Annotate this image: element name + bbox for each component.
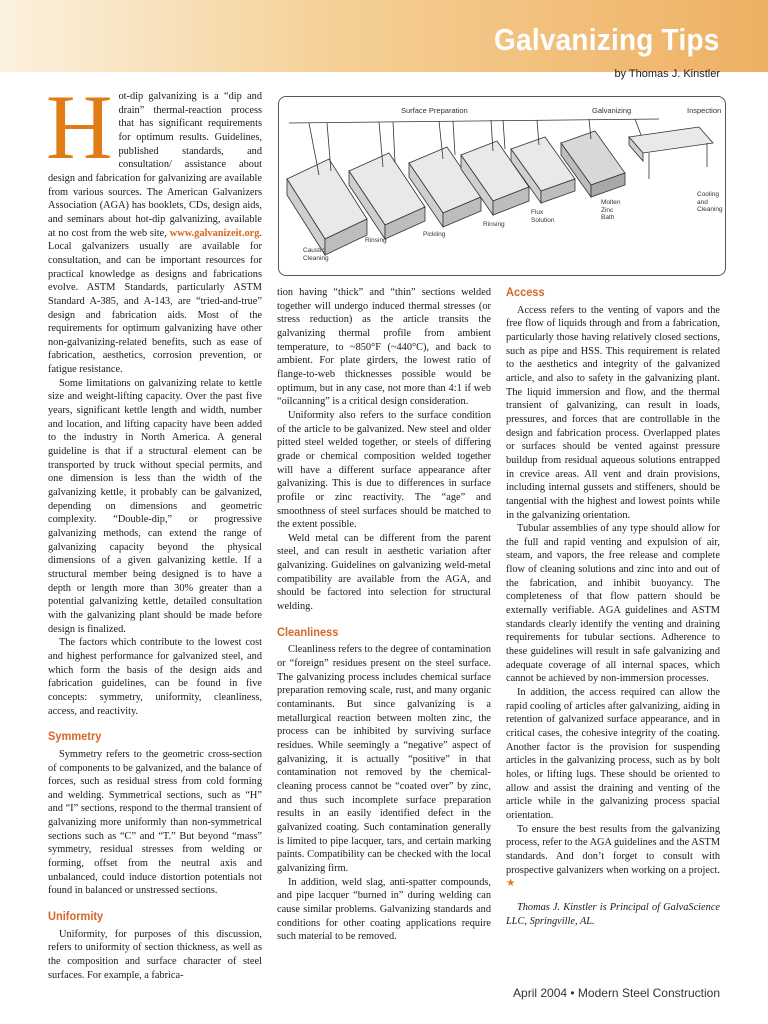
paragraph-cleanliness-1: Cleanliness refers to the degree of contamination or “foreign” residues present on the steel surface. The galvanizing process includes chemical surface preparation removing scale, rust, and many organic contaminants. But since galvanizing is a metallurgical reaction between molten zinc, the process can be inhibited by surviving surface residues. While seemingly a “negative” aspect of galvanizing, it is actually “positive” in that contamination not removed by the chemical-cleaning process cannot be “coated over” by zinc, and thus such incomplete surface preparation results in an easily identified defect in the galvanized coating. Such contamination generally is limited to pipe lacquer, tars, and certain marking paints. Compatibility can be checked with the local galvanizing firm. [277,644,491,874]
column-1 [46,76,262,982]
label-rinsing-1: Rinsing [365,237,387,244]
page-title: Galvanizing Tips [494,22,720,57]
heading-uniformity: Uniformity [48,909,104,924]
paragraph-uniformity: Uniformity, for purposes of this discussion, refers to uniformity of section thickness, as well as the composition and surface character of steel surfaces. For example, a fabrica- [48,928,262,981]
paragraph-surface-condition: Uniformity also refers to the surface condition of the article to be galvanized. New steel and older pitted steel welded together, or steels of differing grade or chemical composition welded together will have a different surface appearance after galvanizing. This is due to differences in surface profile or zinc reactivity. The “age” and smoothness of steel surfaces should be matched to the extent possible. [277,409,491,531]
label-cooling-and-cleaning: Cooling and Cleaning [697,191,723,213]
paragraph-weld-metal: Weld metal can be different from the parent steel, and can result in aesthetic variation after galvanizing. Guidelines on galvanizing weld-metal compatibility are available from the AGA, and should be factored into selection for structural welding. [277,532,491,613]
paragraph-thermal-stress: tion having “thick” and “thin” sections welded together will undergo induced thermal stresses (or stress reduction) as the article transits the galvanizing thermal profile from ambient temperature, to ~850°F (~440°C), and back to ambient. For plate girders, the lowest ratio of flange-to-web thicknesses possible would be optimum, but in any case, not more than 4:1 if web “oilcanning” is a critical design consideration. [277,287,491,408]
paragraph-cleanliness-2: In addition, weld slag, anti-spatter compounds, and pipe lacquer “burned in” during welding can cause similar problems. Galvanizing standards and conditions for other coating applications require such material to be removed. [277,876,491,943]
heading-access: Access [506,285,545,299]
intro-paragraph: Hot-dip galvanizing is a “dip and drain” thermal-reaction process that has significant requirements for optimum results. Guidelines, published standards, and consultation/ assistance about design and fabrication for galvanizing are available from various sources. The American Galvanizers Association (AGA) has booklets, CDs, design aids, and seminars about hot-dip galvanizing, available at no cost from the web site, www.galvanizeit.org. Local galvanizers usually are available for consultation, and can be important resources for practical knowledge as designs and fabrications evolve. ASTM Standards, particularly ASTM Standard A-385, and A-143, are “tried-and-true” design and fabrication aids. Most of the requirements for optimum galvanizing have other non-galvanizing-related benefits, such as ease of fabrication, aesthetics, corrosion prevention, or fatigue resistance. [46,76,262,376]
label-rinsing-2: Rinsing [483,221,505,228]
paragraph-five-concepts: The factors which contribute to the lowest cost and highest performance for galvanized steel, and which form the basis of the design aids and fabrication guidelines, can be found in five concepts: symmetry, uniformity, cleanliness, access, and reactivity. [48,637,262,717]
author-credit: Thomas J. Kinstler is Principal of GalvaScience LLC, Springville, AL. [506,901,720,927]
label-inspection: Inspection [687,106,722,115]
page-footer: April 2004 • Modern Steel Construction [513,986,720,1000]
paragraph-kettle-size: Some limitations on galvanizing relate to kettle size and weight-lifting capacity. Over the past five years, significant kettle length and width, number and location, and lifting capacity have been added to the industry in North America. A general guideline is that if a structural element can be transported by truck without special permits, and one dimension is less than the width of the galvanizing kettle, it probably can be galvanized, depending on dimensions and geometric complexity. “Double-dip,” or progressive galvanizing methods, can extend the range of galvanizing capacity beyond the physical dimensions of a given galvanizing kettle. If a structural member being designed is to have a depth or length more than 30% greater than a potential galvanizing kettle, detailed consultation with the galvanizing plant should be made before design is finalized. [48,377,262,635]
label-flux-solution: Flux Solution [531,209,555,224]
inspection-rack [629,119,713,179]
website-link[interactable]: www.galvanizeit.org [169,227,260,239]
heading-cleanliness: Cleanliness [277,624,339,639]
label-pickling: Pickling [423,231,446,238]
paragraph-access-3: In addition, the access required can allow the rapid cooling of articles after galvanizing, aiding in retention of galvanized surface appearance, and in critical cases, the cohesive integrity of the coating. Another factor is the provision for suspending articles in the galvanizing process, such as by bolt holes, or lifting lugs. These should be oriented to allow and assist the draining and venting of the article while in the galvanizing process spacial orientation. [506,687,720,821]
process-figure [278,96,726,276]
label-galvanizing: Galvanizing [592,106,632,115]
heading-symmetry: Symmetry [48,729,102,744]
paragraph-access-4: To ensure the best results from the galvanizing process, refer to the AGA guidelines and the ASTM standards. And don’t forget to consult with prospective galvanizers when working on a project. ★ [506,823,721,890]
process-diagram [279,97,725,275]
label-surface-preparation: Surface Preparation [401,106,468,115]
paragraph-access-2: Tubular assemblies of any type should allow for the full and rapid venting and expulsion of air, steam, and vapors, the free release and complete flow of cleaning solutions and zinc into and out of the fabrication, and inhibit buoyancy. The completeness of that flow pattern should be externally verifiable. AGA guidelines and ASTM standards clearly identify the venting and draining requirements for tubular sections. Adherence to these guidelines will result in safe galvanizing and adequate coverage of all internal spaces, which cannot be achieved by non-immersion processes. [506,523,720,685]
label-molten-zinc-bath: Molten Zinc Bath [601,199,621,221]
byline: by Thomas J. Kinstler [614,68,720,80]
paragraph-access-1: Access refers to the venting of vapors and the free flow of liquids through and from a fabrication, particularly those having relatively closed sections, such as pipe and HSS. This requirement is related to the aesthetics and integrity of the galvanized article, and also to safety in the galvanizing plant. The liquid immersion and flow, and the thermal transient of galvanizing, can result in loads, pressures, and forces that are controllable in the design and fabrication process. Overlapped plates or surfaces should be vented against pressure buildup from residual aqueous solutions entrapped in crevice areas. All vent and drain provisions, including internal gussets and stiffeners, should be tangential with the highest and lowest points while in the galvanizing orientation. [506,304,720,521]
star-icon: ★ [506,878,516,890]
drop-cap: H [46,76,113,178]
column-2 [277,286,491,944]
overhead-rail [289,119,659,123]
paragraph-symmetry: Symmetry refers to the geometric cross-section of components to be galvanized, and the balance of forces, such as residual stress from cold forming and welding. Symmetrical sections, such as “H” and “I” sections, respond to the thermal transient of galvanizing more uniformly than non-symmetrical sections such as “C” and “T.” But beyond “mass” symmetry, residual stresses from welding or forming, offset from the neutral axis and unbalanced, could induce distortion potentials not found in balanced or unstressed sections. [48,748,262,897]
column-3 [506,286,720,928]
label-caustic-cleaning: Caustic Cleaning [303,247,329,262]
